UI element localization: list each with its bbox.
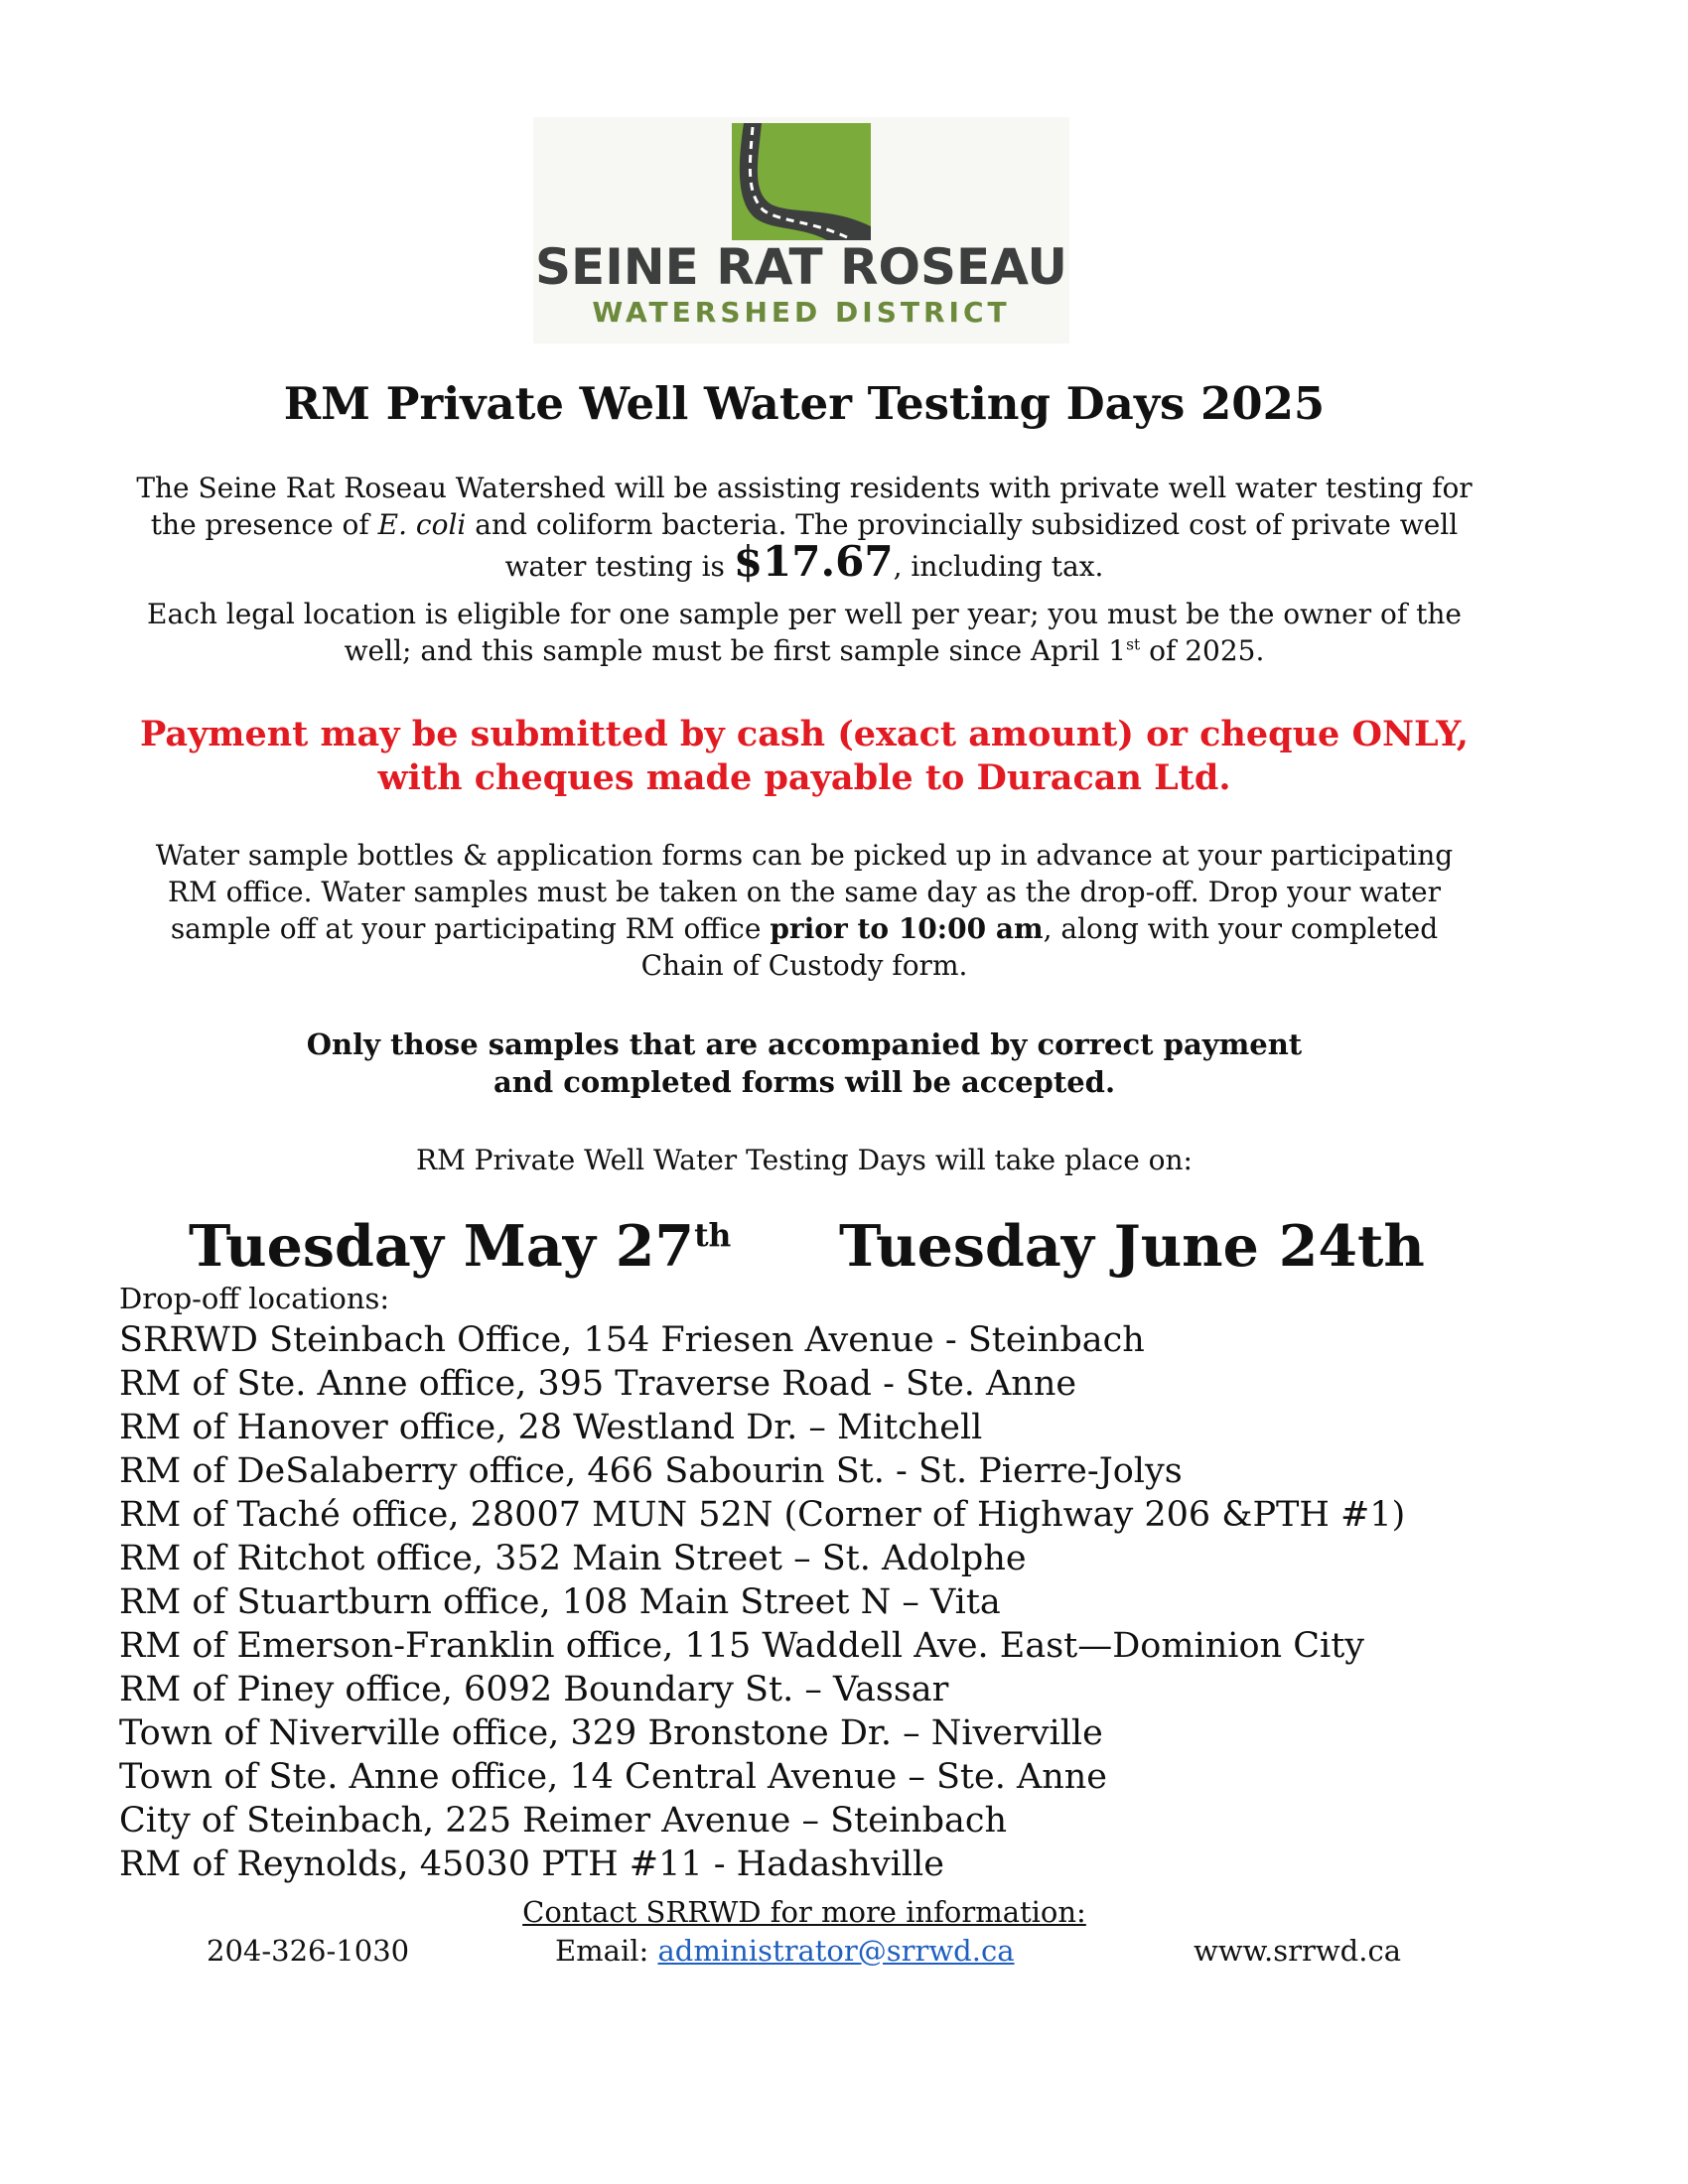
location-item: RM of Emerson-Franklin office, 115 Waddell Ave. East—Dominion City bbox=[119, 1626, 1365, 1666]
eligibility-line-2-post: of 2025. bbox=[1140, 634, 1265, 667]
logo bbox=[533, 117, 1069, 343]
email-link[interactable]: administrator@srrwd.ca bbox=[657, 1934, 1015, 1968]
logo-subtitle: WATERSHED DISTRICT bbox=[592, 296, 1011, 329]
location-item: RM of Hanover office, 28 Westland Dr. – Mitchell bbox=[119, 1408, 983, 1447]
location-item: RM of Ritchot office, 352 Main Street – St. Adolphe bbox=[119, 1539, 1027, 1578]
page-title: RM Private Well Water Testing Days 2025 bbox=[283, 377, 1326, 430]
intro-paragraph bbox=[60, 470, 1549, 585]
intro-line-3 bbox=[60, 537, 1549, 586]
website: www.srrwd.ca bbox=[1194, 1934, 1401, 1968]
intro-line-1: The Seine Rat Roseau Watershed will be assisting residents with private well water testing for bbox=[136, 472, 1473, 504]
instructions-line-4: Chain of Custody form. bbox=[640, 949, 968, 982]
payment-line-2: with cheques made payable to Duracan Ltd. bbox=[377, 757, 1231, 798]
intro-line-3-post: , including tax. bbox=[893, 550, 1104, 583]
eligibility-line-2-pre: well; and this sample must be first sample since April 1 bbox=[344, 634, 1127, 667]
payment-notice bbox=[60, 713, 1549, 800]
intro-line-2-post: and coliform bacteria. The provincially subsidized cost of private well bbox=[466, 508, 1459, 541]
eligibility-line-2 bbox=[60, 632, 1549, 669]
instructions-line-1: Water sample bottles & application forms can be picked up in advance at your participating bbox=[155, 839, 1454, 872]
eligibility-paragraph bbox=[60, 596, 1549, 669]
ecoli-text: E. coli bbox=[377, 508, 467, 541]
second-date: Tuesday June 24th bbox=[839, 1213, 1425, 1280]
first-date bbox=[189, 1213, 731, 1280]
intro-line-3-pre: water testing is bbox=[504, 550, 734, 583]
take-place-text: RM Private Well Water Testing Days will take place on: bbox=[416, 1144, 1193, 1176]
acceptance-notice bbox=[60, 1025, 1549, 1101]
location-item: RM of Piney office, 6092 Boundary St. – Vassar bbox=[119, 1670, 949, 1709]
location-item: RM of Ste. Anne office, 395 Traverse Road - Ste. Anne bbox=[119, 1364, 1077, 1404]
acceptance-line-2: and completed forms will be accepted. bbox=[492, 1065, 1116, 1099]
email-label: Email: bbox=[555, 1934, 658, 1968]
instructions-paragraph bbox=[60, 837, 1549, 984]
location-item: SRRWD Steinbach Office, 154 Friesen Avenue - Steinbach bbox=[119, 1320, 1145, 1360]
first-date-text: Tuesday May 27 bbox=[189, 1213, 695, 1280]
payment-line-1: Payment may be submitted by cash (exact amount) or cheque ONLY, bbox=[140, 714, 1469, 754]
location-item: Town of Niverville office, 329 Bronstone Dr. – Niverville bbox=[119, 1713, 1103, 1753]
instructions-line-3-post: , along with your completed bbox=[1043, 912, 1439, 945]
location-item: RM of Taché office, 28007 MUN 52N (Corner of Highway 206 &PTH #1) bbox=[119, 1495, 1406, 1535]
first-date-sup: th bbox=[694, 1218, 732, 1254]
acceptance-line-1: Only those samples that are accompanied by correct payment bbox=[306, 1027, 1303, 1061]
intro-line-2-pre: the presence of bbox=[150, 508, 378, 541]
price: $17.67 bbox=[733, 537, 894, 586]
instructions-line-3-pre: sample off at your participating RM office bbox=[170, 912, 771, 945]
contact-heading: Contact SRRWD for more information: bbox=[522, 1895, 1086, 1929]
location-item: Town of Ste. Anne office, 14 Central Avenue – Ste. Anne bbox=[119, 1757, 1108, 1797]
location-item: RM of Reynolds, 45030 PTH #11 - Hadashville bbox=[119, 1844, 944, 1884]
location-item: City of Steinbach, 225 Reimer Avenue – Steinbach bbox=[119, 1801, 1007, 1841]
dropoff-locations-list bbox=[119, 1318, 1405, 1886]
logo-name: SEINE RAT ROSEAU bbox=[535, 238, 1067, 296]
dropoff-label: Drop-off locations: bbox=[119, 1282, 390, 1315]
contact-email bbox=[555, 1934, 1015, 1968]
eligibility-sup: st bbox=[1126, 635, 1141, 654]
instructions-line-2: RM office. Water samples must be taken on the same day as the drop-off. Drop your water bbox=[168, 876, 1441, 908]
instructions-line-3 bbox=[60, 910, 1549, 947]
location-item: RM of DeSalaberry office, 466 Sabourin St. - St. Pierre-Jolys bbox=[119, 1451, 1183, 1491]
location-item: RM of Stuartburn office, 108 Main Street N – Vita bbox=[119, 1582, 1001, 1622]
contact-phone: 204-326-1030 bbox=[207, 1934, 410, 1968]
eligibility-line-1: Each legal location is eligible for one sample per well per year; you must be the owner of the bbox=[147, 598, 1462, 630]
dropoff-deadline: prior to 10:00 am bbox=[770, 912, 1044, 945]
river-road-logo-icon bbox=[732, 123, 871, 240]
